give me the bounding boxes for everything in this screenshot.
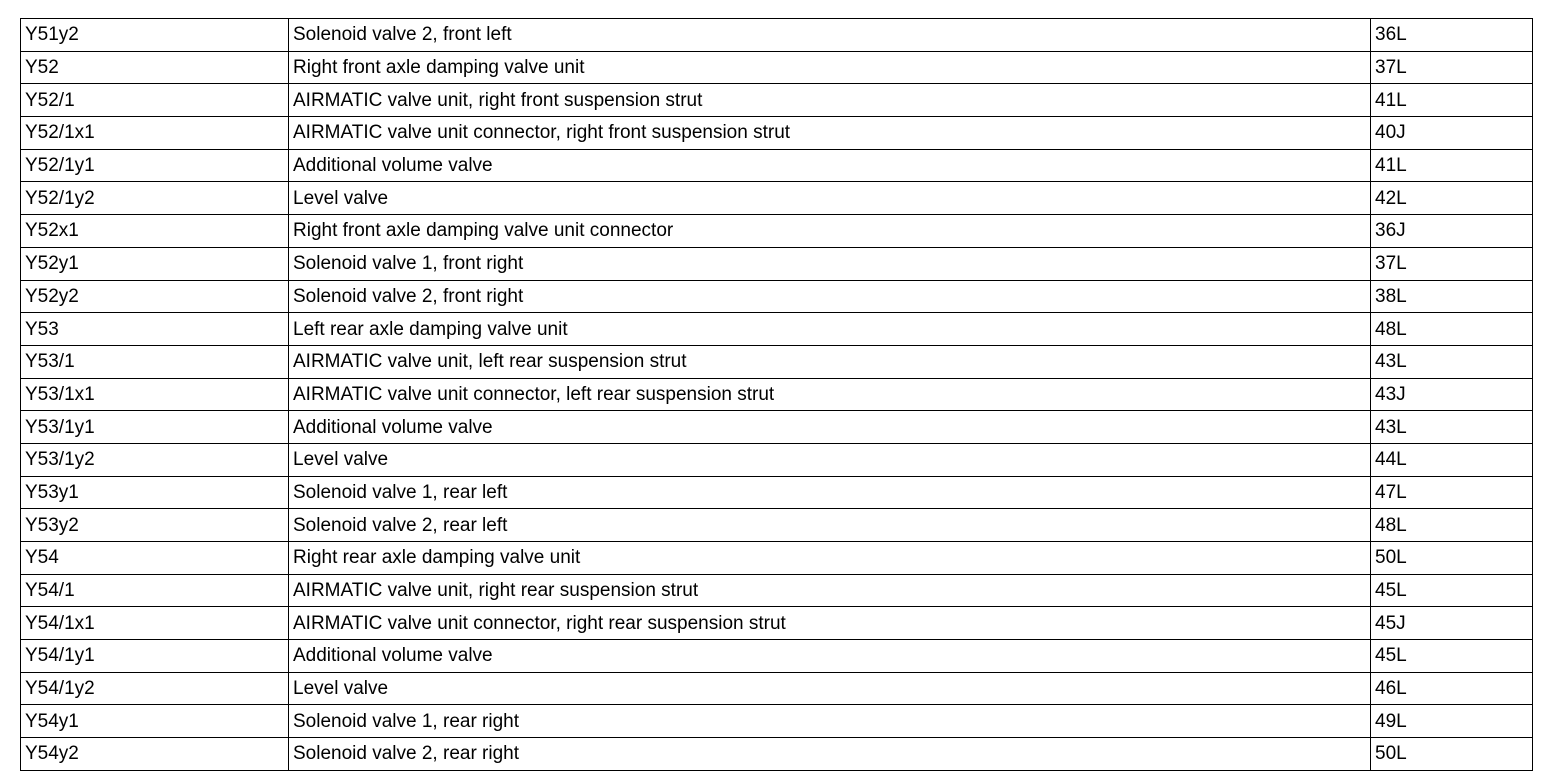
grid-location-cell: 42L	[1371, 182, 1533, 215]
component-code-cell: Y54y1	[21, 705, 289, 738]
component-description-cell: Level valve	[289, 182, 1371, 215]
table-row	[21, 574, 1533, 607]
component-code-cell: Y53y1	[21, 476, 289, 509]
legend-table-body	[21, 19, 1533, 771]
grid-location-cell: 37L	[1371, 51, 1533, 84]
component-code-cell: Y52/1	[21, 84, 289, 117]
grid-location-cell: 45J	[1371, 607, 1533, 640]
component-code-cell: Y53y2	[21, 509, 289, 542]
table-row	[21, 411, 1533, 444]
table-row	[21, 607, 1533, 640]
component-code-cell: Y52/1y1	[21, 149, 289, 182]
grid-location-cell: 43L	[1371, 411, 1533, 444]
component-code-cell: Y53/1y1	[21, 411, 289, 444]
component-description-cell: Solenoid valve 1, rear left	[289, 476, 1371, 509]
table-row	[21, 247, 1533, 280]
component-code-cell: Y53	[21, 313, 289, 346]
component-code-cell: Y52	[21, 51, 289, 84]
component-code-cell: Y52/1y2	[21, 182, 289, 215]
component-description-cell: Right front axle damping valve unit connector	[289, 215, 1371, 248]
table-row	[21, 117, 1533, 150]
component-description-cell: AIRMATIC valve unit, left rear suspension strut	[289, 345, 1371, 378]
grid-location-cell: 43J	[1371, 378, 1533, 411]
table-row	[21, 84, 1533, 117]
table-row	[21, 345, 1533, 378]
component-description-cell: Left rear axle damping valve unit	[289, 313, 1371, 346]
component-description-cell: AIRMATIC valve unit connector, right front suspension strut	[289, 117, 1371, 150]
grid-location-cell: 44L	[1371, 443, 1533, 476]
table-row	[21, 640, 1533, 673]
component-description-cell: Solenoid valve 2, front right	[289, 280, 1371, 313]
table-row	[21, 738, 1533, 771]
component-description-cell: AIRMATIC valve unit, right front suspension strut	[289, 84, 1371, 117]
grid-location-cell: 50L	[1371, 738, 1533, 771]
component-code-cell: Y54/1y1	[21, 640, 289, 673]
table-row	[21, 509, 1533, 542]
component-code-cell: Y54/1	[21, 574, 289, 607]
table-row	[21, 280, 1533, 313]
component-description-cell: AIRMATIC valve unit, right rear suspension strut	[289, 574, 1371, 607]
component-code-cell: Y52/1x1	[21, 117, 289, 150]
component-code-cell: Y53/1y2	[21, 443, 289, 476]
table-row	[21, 476, 1533, 509]
grid-location-cell: 47L	[1371, 476, 1533, 509]
grid-location-cell: 49L	[1371, 705, 1533, 738]
component-description-cell: Additional volume valve	[289, 411, 1371, 444]
component-code-cell: Y54	[21, 542, 289, 575]
component-description-cell: Right rear axle damping valve unit	[289, 542, 1371, 575]
grid-location-cell: 38L	[1371, 280, 1533, 313]
component-code-cell: Y54/1y2	[21, 672, 289, 705]
grid-location-cell: 36J	[1371, 215, 1533, 248]
grid-location-cell: 48L	[1371, 313, 1533, 346]
grid-location-cell: 41L	[1371, 84, 1533, 117]
component-description-cell: AIRMATIC valve unit connector, right rear suspension strut	[289, 607, 1371, 640]
grid-location-cell: 50L	[1371, 542, 1533, 575]
grid-location-cell: 45L	[1371, 640, 1533, 673]
component-description-cell: Solenoid valve 1, rear right	[289, 705, 1371, 738]
component-code-cell: Y52x1	[21, 215, 289, 248]
component-code-cell: Y54y2	[21, 738, 289, 771]
table-row	[21, 705, 1533, 738]
component-description-cell: Solenoid valve 2, rear right	[289, 738, 1371, 771]
table-row	[21, 378, 1533, 411]
component-code-cell: Y53/1x1	[21, 378, 289, 411]
grid-location-cell: 46L	[1371, 672, 1533, 705]
table-row	[21, 19, 1533, 52]
table-row	[21, 443, 1533, 476]
table-row	[21, 51, 1533, 84]
component-legend-table	[20, 18, 1533, 771]
component-code-cell: Y52y1	[21, 247, 289, 280]
grid-location-cell: 37L	[1371, 247, 1533, 280]
grid-location-cell: 36L	[1371, 19, 1533, 52]
component-description-cell: Solenoid valve 2, front left	[289, 19, 1371, 52]
component-code-cell: Y51y2	[21, 19, 289, 52]
table-row	[21, 672, 1533, 705]
grid-location-cell: 45L	[1371, 574, 1533, 607]
component-code-cell: Y54/1x1	[21, 607, 289, 640]
component-description-cell: Solenoid valve 2, rear left	[289, 509, 1371, 542]
component-code-cell: Y52y2	[21, 280, 289, 313]
component-code-cell: Y53/1	[21, 345, 289, 378]
component-description-cell: Solenoid valve 1, front right	[289, 247, 1371, 280]
grid-location-cell: 43L	[1371, 345, 1533, 378]
component-description-cell: Additional volume valve	[289, 640, 1371, 673]
component-description-cell: Level valve	[289, 443, 1371, 476]
table-row	[21, 182, 1533, 215]
component-description-cell: Additional volume valve	[289, 149, 1371, 182]
grid-location-cell: 48L	[1371, 509, 1533, 542]
table-row	[21, 149, 1533, 182]
component-description-cell: AIRMATIC valve unit connector, left rear suspension strut	[289, 378, 1371, 411]
component-description-cell: Right front axle damping valve unit	[289, 51, 1371, 84]
grid-location-cell: 41L	[1371, 149, 1533, 182]
grid-location-cell: 40J	[1371, 117, 1533, 150]
table-row	[21, 313, 1533, 346]
table-row	[21, 542, 1533, 575]
component-description-cell: Level valve	[289, 672, 1371, 705]
table-row	[21, 215, 1533, 248]
